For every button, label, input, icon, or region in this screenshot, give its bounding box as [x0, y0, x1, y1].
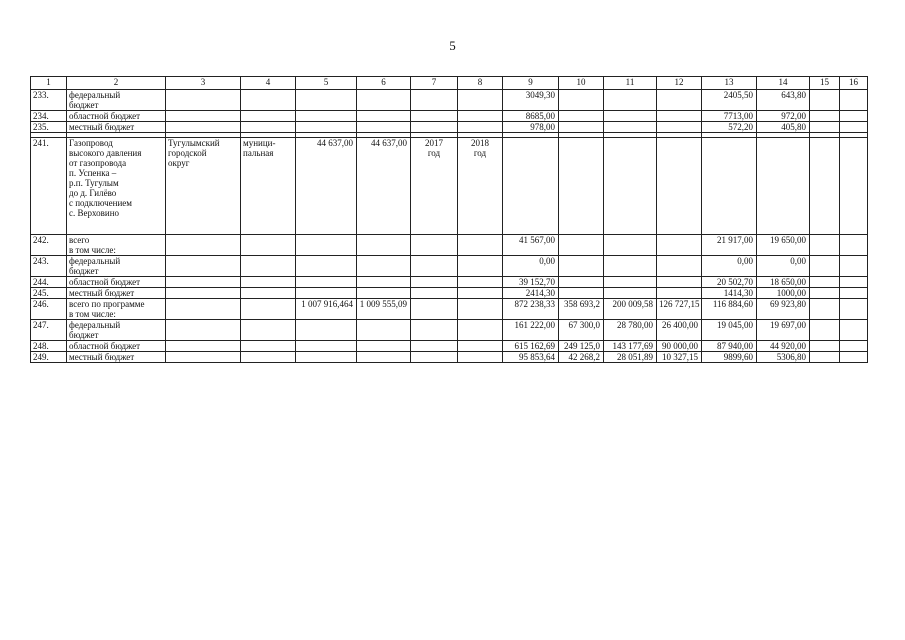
header-cell: 14	[757, 77, 810, 90]
table-row	[31, 277, 868, 288]
header-cell: 7	[411, 77, 458, 90]
table-cell: 643,80	[757, 90, 810, 111]
table-cell	[559, 288, 604, 299]
header-cell: 15	[810, 77, 840, 90]
table-cell	[296, 288, 357, 299]
header-cell: 3	[166, 77, 241, 90]
table-cell	[604, 122, 657, 133]
table-cell	[810, 299, 840, 320]
table-cell	[357, 341, 411, 352]
table-cell: всего в том числе:	[67, 235, 166, 256]
table-cell: 116 884,60	[702, 299, 757, 320]
table-cell	[657, 256, 702, 277]
table-cell	[604, 288, 657, 299]
table-cell: 44 637,00	[357, 138, 411, 235]
table-cell: 21 917,00	[702, 235, 757, 256]
table-cell	[604, 235, 657, 256]
table-cell	[166, 341, 241, 352]
table-cell: 972,00	[757, 111, 810, 122]
table-cell: 245.	[31, 288, 67, 299]
table-cell	[296, 341, 357, 352]
table-cell	[241, 90, 296, 111]
table-cell: 87 940,00	[702, 341, 757, 352]
header-cell: 13	[702, 77, 757, 90]
header-cell: 6	[357, 77, 411, 90]
table-cell	[166, 90, 241, 111]
table-cell	[458, 235, 503, 256]
table-cell: федеральный бюджет	[67, 256, 166, 277]
table-cell: 44 920,00	[757, 341, 810, 352]
header-cell: 1	[31, 77, 67, 90]
table-cell: 200 009,58	[604, 299, 657, 320]
table-cell	[810, 256, 840, 277]
table-cell: 241.	[31, 138, 67, 235]
table-cell	[810, 341, 840, 352]
table-cell	[559, 90, 604, 111]
table-cell: 2405,50	[702, 90, 757, 111]
table-cell	[166, 277, 241, 288]
table-cell: 28 780,00	[604, 320, 657, 341]
table-cell: 243.	[31, 256, 67, 277]
table-cell	[810, 288, 840, 299]
table-cell: 42 268,2	[559, 352, 604, 363]
table-row	[31, 320, 868, 341]
table-row	[31, 111, 868, 122]
table-cell: 39 152,70	[503, 277, 559, 288]
table-cell	[810, 111, 840, 122]
table-cell: 235.	[31, 122, 67, 133]
header-cell: 8	[458, 77, 503, 90]
table-cell	[559, 256, 604, 277]
table-cell	[604, 111, 657, 122]
table-cell	[840, 320, 868, 341]
header-row	[31, 77, 868, 90]
table-cell: местный бюджет	[67, 288, 166, 299]
table-cell: областной бюджет	[67, 111, 166, 122]
table-cell	[357, 90, 411, 111]
table-cell: 7713,00	[702, 111, 757, 122]
table-cell	[503, 138, 559, 235]
table-cell	[296, 122, 357, 133]
table-cell: 69 923,80	[757, 299, 810, 320]
table-cell: 20 502,70	[702, 277, 757, 288]
table-cell: 3049,30	[503, 90, 559, 111]
table-cell: 18 650,00	[757, 277, 810, 288]
header-cell: 16	[840, 77, 868, 90]
table-cell: 246.	[31, 299, 67, 320]
table-cell: 161 222,00	[503, 320, 559, 341]
table-cell: 247.	[31, 320, 67, 341]
table-cell	[296, 320, 357, 341]
table-cell: 249 125,0	[559, 341, 604, 352]
table-cell	[411, 277, 458, 288]
header-cell: 10	[559, 77, 604, 90]
table-cell	[458, 90, 503, 111]
table-cell	[559, 122, 604, 133]
table-cell	[357, 277, 411, 288]
table-cell	[458, 277, 503, 288]
page-number: 5	[449, 38, 456, 53]
table-cell	[840, 235, 868, 256]
table-cell: 249.	[31, 352, 67, 363]
table-cell: 126 727,15	[657, 299, 702, 320]
table-cell	[296, 277, 357, 288]
header-cell: 9	[503, 77, 559, 90]
table-cell	[458, 320, 503, 341]
table-cell	[657, 138, 702, 235]
table-cell: 358 693,2	[559, 299, 604, 320]
table-row	[31, 235, 868, 256]
table-cell	[559, 277, 604, 288]
table-cell	[657, 277, 702, 288]
table-cell	[559, 111, 604, 122]
table-row	[31, 352, 868, 363]
table-cell	[241, 320, 296, 341]
table-cell	[810, 235, 840, 256]
table-row	[31, 299, 868, 320]
table-cell: 9899,60	[702, 352, 757, 363]
table-cell	[296, 90, 357, 111]
table-cell: 19 045,00	[702, 320, 757, 341]
table-cell: муници- пальная	[241, 138, 296, 235]
table-cell	[604, 90, 657, 111]
header-cell: 12	[657, 77, 702, 90]
table-cell	[166, 122, 241, 133]
table-cell: 5306,80	[757, 352, 810, 363]
table-cell	[840, 299, 868, 320]
table-cell	[840, 90, 868, 111]
table-cell	[702, 138, 757, 235]
table-cell: местный бюджет	[67, 352, 166, 363]
table-cell: 26 400,00	[657, 320, 702, 341]
table-cell: 2018 год	[458, 138, 503, 235]
table-cell: 248.	[31, 341, 67, 352]
table-row	[31, 256, 868, 277]
table-cell: 143 177,69	[604, 341, 657, 352]
table-cell	[657, 288, 702, 299]
table-cell	[166, 299, 241, 320]
table-cell: всего по программе в том числе:	[67, 299, 166, 320]
table-cell	[166, 111, 241, 122]
table-cell: 44 637,00	[296, 138, 357, 235]
table-cell	[357, 352, 411, 363]
table-row	[31, 90, 868, 111]
table-cell	[411, 341, 458, 352]
table-cell	[458, 122, 503, 133]
table-cell	[810, 320, 840, 341]
table-cell: 1000,00	[757, 288, 810, 299]
table-cell	[166, 320, 241, 341]
table-cell: 2414,30	[503, 288, 559, 299]
table-cell	[411, 111, 458, 122]
table-cell	[296, 256, 357, 277]
table-cell: 242.	[31, 235, 67, 256]
table-cell: Тугулымский городской округ	[166, 138, 241, 235]
table-cell	[241, 256, 296, 277]
table-cell	[840, 277, 868, 288]
table-cell	[840, 352, 868, 363]
table-cell	[757, 138, 810, 235]
table-cell	[559, 138, 604, 235]
table-cell: 67 300,0	[559, 320, 604, 341]
table-cell	[166, 352, 241, 363]
table-cell	[810, 277, 840, 288]
table-cell	[840, 122, 868, 133]
table-cell: 1 009 555,09	[357, 299, 411, 320]
table-cell	[559, 235, 604, 256]
table-cell	[411, 352, 458, 363]
table-cell	[458, 288, 503, 299]
table-cell	[166, 235, 241, 256]
table-cell	[604, 256, 657, 277]
table-cell	[241, 299, 296, 320]
table-cell	[357, 235, 411, 256]
table-cell	[411, 256, 458, 277]
table-cell	[411, 90, 458, 111]
table-cell	[840, 256, 868, 277]
table-cell	[357, 122, 411, 133]
table-cell: 1 007 916,464	[296, 299, 357, 320]
table-cell: 978,00	[503, 122, 559, 133]
table-cell: 572,20	[702, 122, 757, 133]
table-cell	[458, 341, 503, 352]
table-cell	[458, 352, 503, 363]
table-cell	[296, 352, 357, 363]
table-cell	[411, 320, 458, 341]
table-cell: областной бюджет	[67, 277, 166, 288]
table-cell: 8685,00	[503, 111, 559, 122]
table-cell	[411, 122, 458, 133]
table-cell	[241, 341, 296, 352]
table-cell	[241, 122, 296, 133]
header-cell: 4	[241, 77, 296, 90]
table-cell: 19 650,00	[757, 235, 810, 256]
table-cell	[411, 288, 458, 299]
table-row	[31, 288, 868, 299]
table-cell: федеральный бюджет	[67, 320, 166, 341]
table-cell: 0,00	[757, 256, 810, 277]
table-row	[31, 138, 868, 235]
table-cell	[357, 256, 411, 277]
table-cell: 405,80	[757, 122, 810, 133]
table-cell	[357, 111, 411, 122]
table-cell: 0,00	[503, 256, 559, 277]
table-cell	[657, 111, 702, 122]
table-cell	[411, 235, 458, 256]
table-cell	[840, 111, 868, 122]
table-cell: 28 051,89	[604, 352, 657, 363]
table-cell: 615 162,69	[503, 341, 559, 352]
table-cell: местный бюджет	[67, 122, 166, 133]
header-cell: 5	[296, 77, 357, 90]
table-cell: федеральный бюджет	[67, 90, 166, 111]
table-cell	[657, 235, 702, 256]
table-cell	[810, 90, 840, 111]
table-cell	[241, 235, 296, 256]
table-cell: областной бюджет	[67, 341, 166, 352]
table-cell	[241, 288, 296, 299]
table-cell: 90 000,00	[657, 341, 702, 352]
table-cell	[296, 235, 357, 256]
table-cell	[296, 111, 357, 122]
table-cell	[657, 122, 702, 133]
table-cell	[357, 288, 411, 299]
table-cell: Газопровод высокого давления от газопровода п. Успенка – р.п. Тугулым до д. Гилёво с подключением с. Верховино	[67, 138, 166, 235]
table-cell	[241, 352, 296, 363]
header-cell: 11	[604, 77, 657, 90]
table-cell	[241, 277, 296, 288]
table-cell	[411, 299, 458, 320]
table-cell: 1414,30	[702, 288, 757, 299]
table-cell: 2017 год	[411, 138, 458, 235]
table-cell: 95 853,64	[503, 352, 559, 363]
table-cell	[810, 138, 840, 235]
table-cell	[604, 138, 657, 235]
table-cell	[357, 320, 411, 341]
table-cell	[241, 111, 296, 122]
header-cell: 2	[67, 77, 166, 90]
budget-table	[30, 76, 868, 363]
table-cell	[166, 288, 241, 299]
table-cell	[166, 256, 241, 277]
table-cell	[840, 138, 868, 235]
table-row	[31, 122, 868, 133]
table-cell: 872 238,33	[503, 299, 559, 320]
table-cell	[810, 352, 840, 363]
table-cell	[458, 299, 503, 320]
table-cell	[458, 256, 503, 277]
table-cell	[458, 111, 503, 122]
table-cell: 41 567,00	[503, 235, 559, 256]
table-cell	[840, 288, 868, 299]
table-cell	[657, 90, 702, 111]
table-cell	[810, 122, 840, 133]
table-cell: 19 697,00	[757, 320, 810, 341]
table-cell: 244.	[31, 277, 67, 288]
table-row	[31, 341, 868, 352]
table-cell: 234.	[31, 111, 67, 122]
table-cell	[604, 277, 657, 288]
table-cell: 0,00	[702, 256, 757, 277]
table-cell: 233.	[31, 90, 67, 111]
table-cell: 10 327,15	[657, 352, 702, 363]
table-cell	[840, 341, 868, 352]
